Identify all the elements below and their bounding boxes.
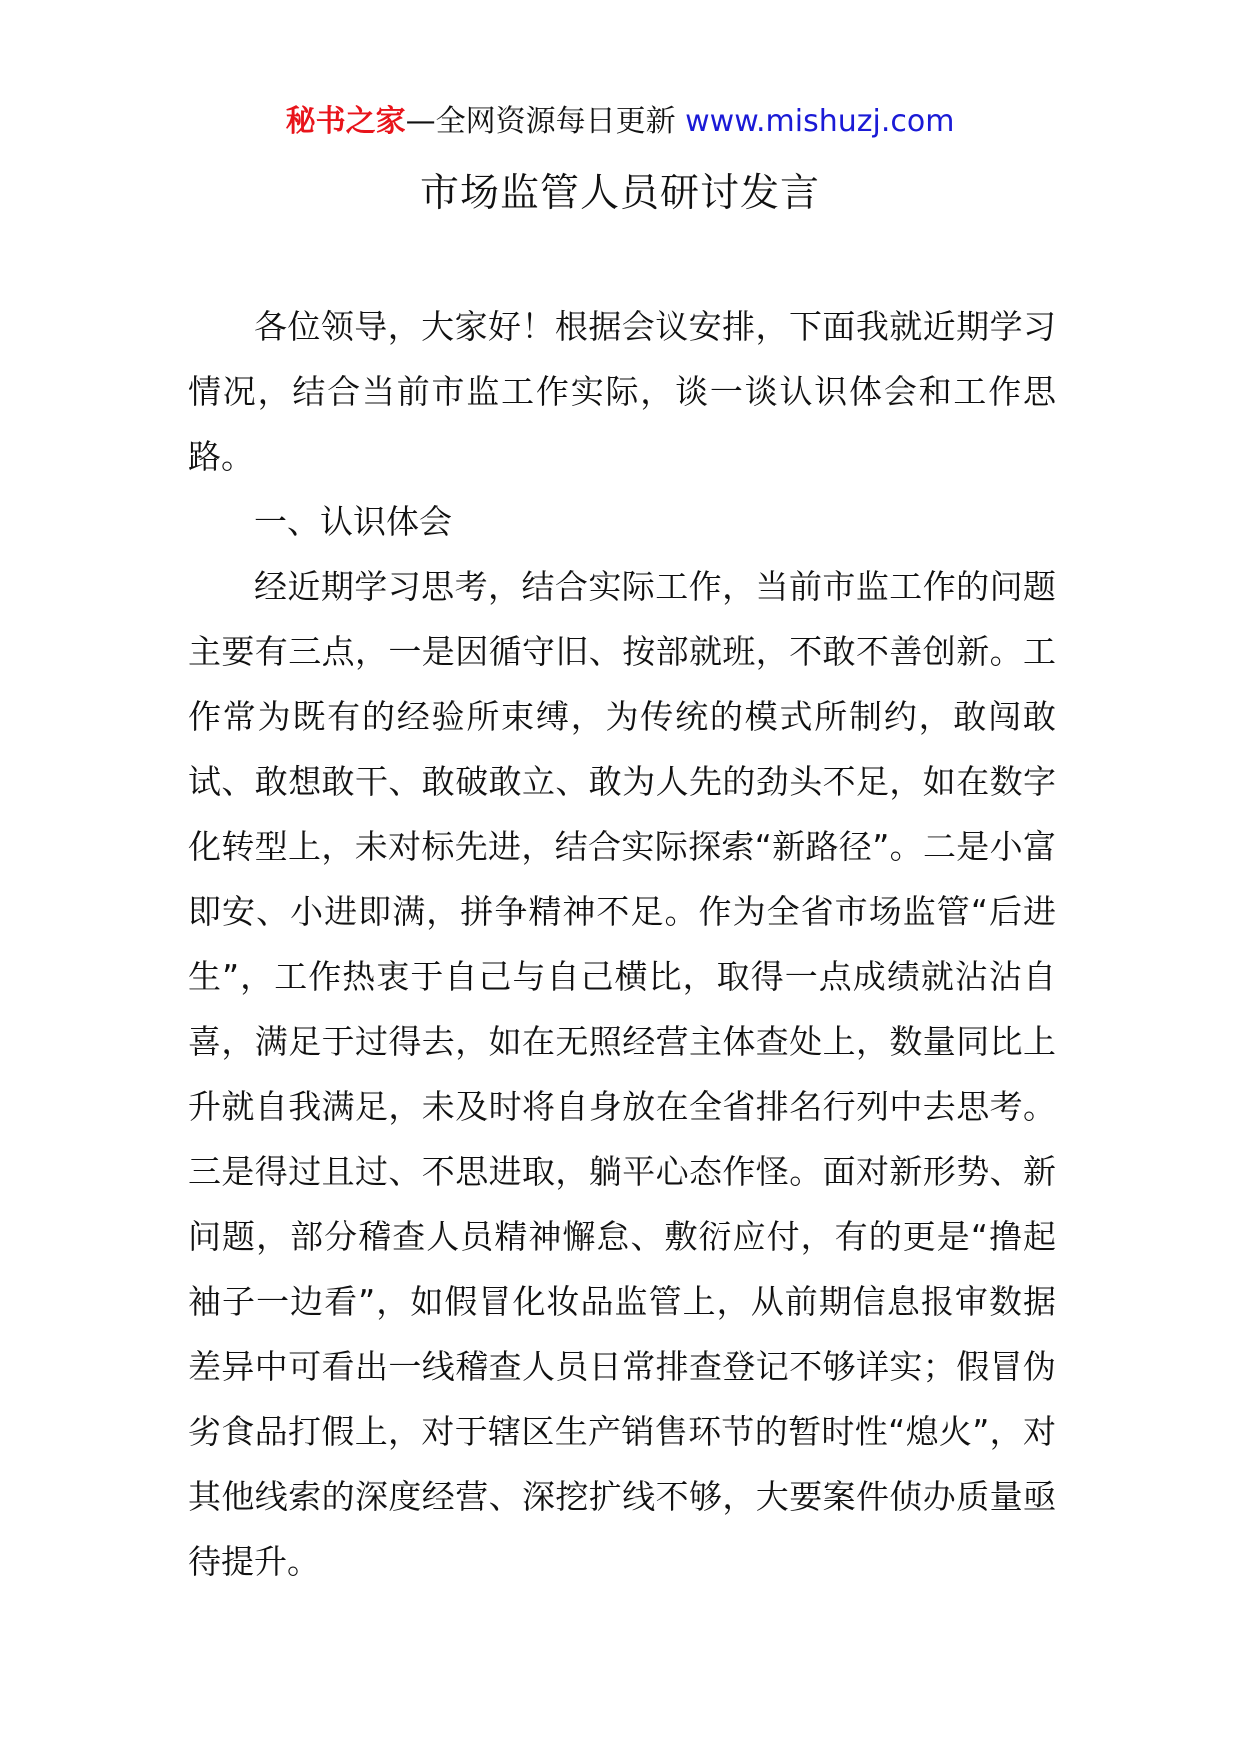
site-url-link[interactable]: www.mishuzj.com xyxy=(685,104,955,139)
site-brand: 秘书之家 xyxy=(285,104,406,139)
paragraph-greeting: 各位领导，大家好！根据会议安排，下面我就近期学习情况，结合当前市监工作实际，谈一谈认识体会和工作思路。 xyxy=(188,307,1056,476)
site-slogan: —全网资源每日更新 xyxy=(405,104,686,139)
site-header xyxy=(0,100,1240,144)
section-heading: 一、认识体会 xyxy=(254,502,452,541)
paragraph-analysis: 经近期学习思考，结合实际工作，当前市监工作的问题主要有三点，一是因循守旧、按部就班，不敢不善创新。工作常为既有的经验所束缚，为传统的模式所制约，敢闯敢试、敢想敢干、敢破敢立、敢为人先的劲头不足，如在数字化转型上，未对标先进，结合实际探索“新路径”。二是小富即安、小进即满，拼争精神不足。作为全省市场监管“后进生”，工作热衷于自己与自己横比，取得一点成绩就沾沾自喜，满足于过得去，如在无照经营主体查处上，数量同比上升就自我满足，未及时将自身放在全省排名行列中去思考。三是得过且过、不思进取，躺平心态作怪。面对新形势、新问题，部分稽查人员精神懈怠、敷衍应付，有的更是“撸起袖子一边看”，如假冒化妆品监管上，从前期信息报审数据差异中可看出一线稽查人员日常排查登记不够详实；假冒伪劣食品打假上，对于辖区生产销售环节的暂时性“熄火”，对其他线索的深度经营、深挖扩线不够，大要案件侦办质量亟待提升。 xyxy=(188,567,1056,1581)
document-title: 市场监管人员研讨发言 xyxy=(419,171,820,216)
document-body xyxy=(188,294,1056,1594)
